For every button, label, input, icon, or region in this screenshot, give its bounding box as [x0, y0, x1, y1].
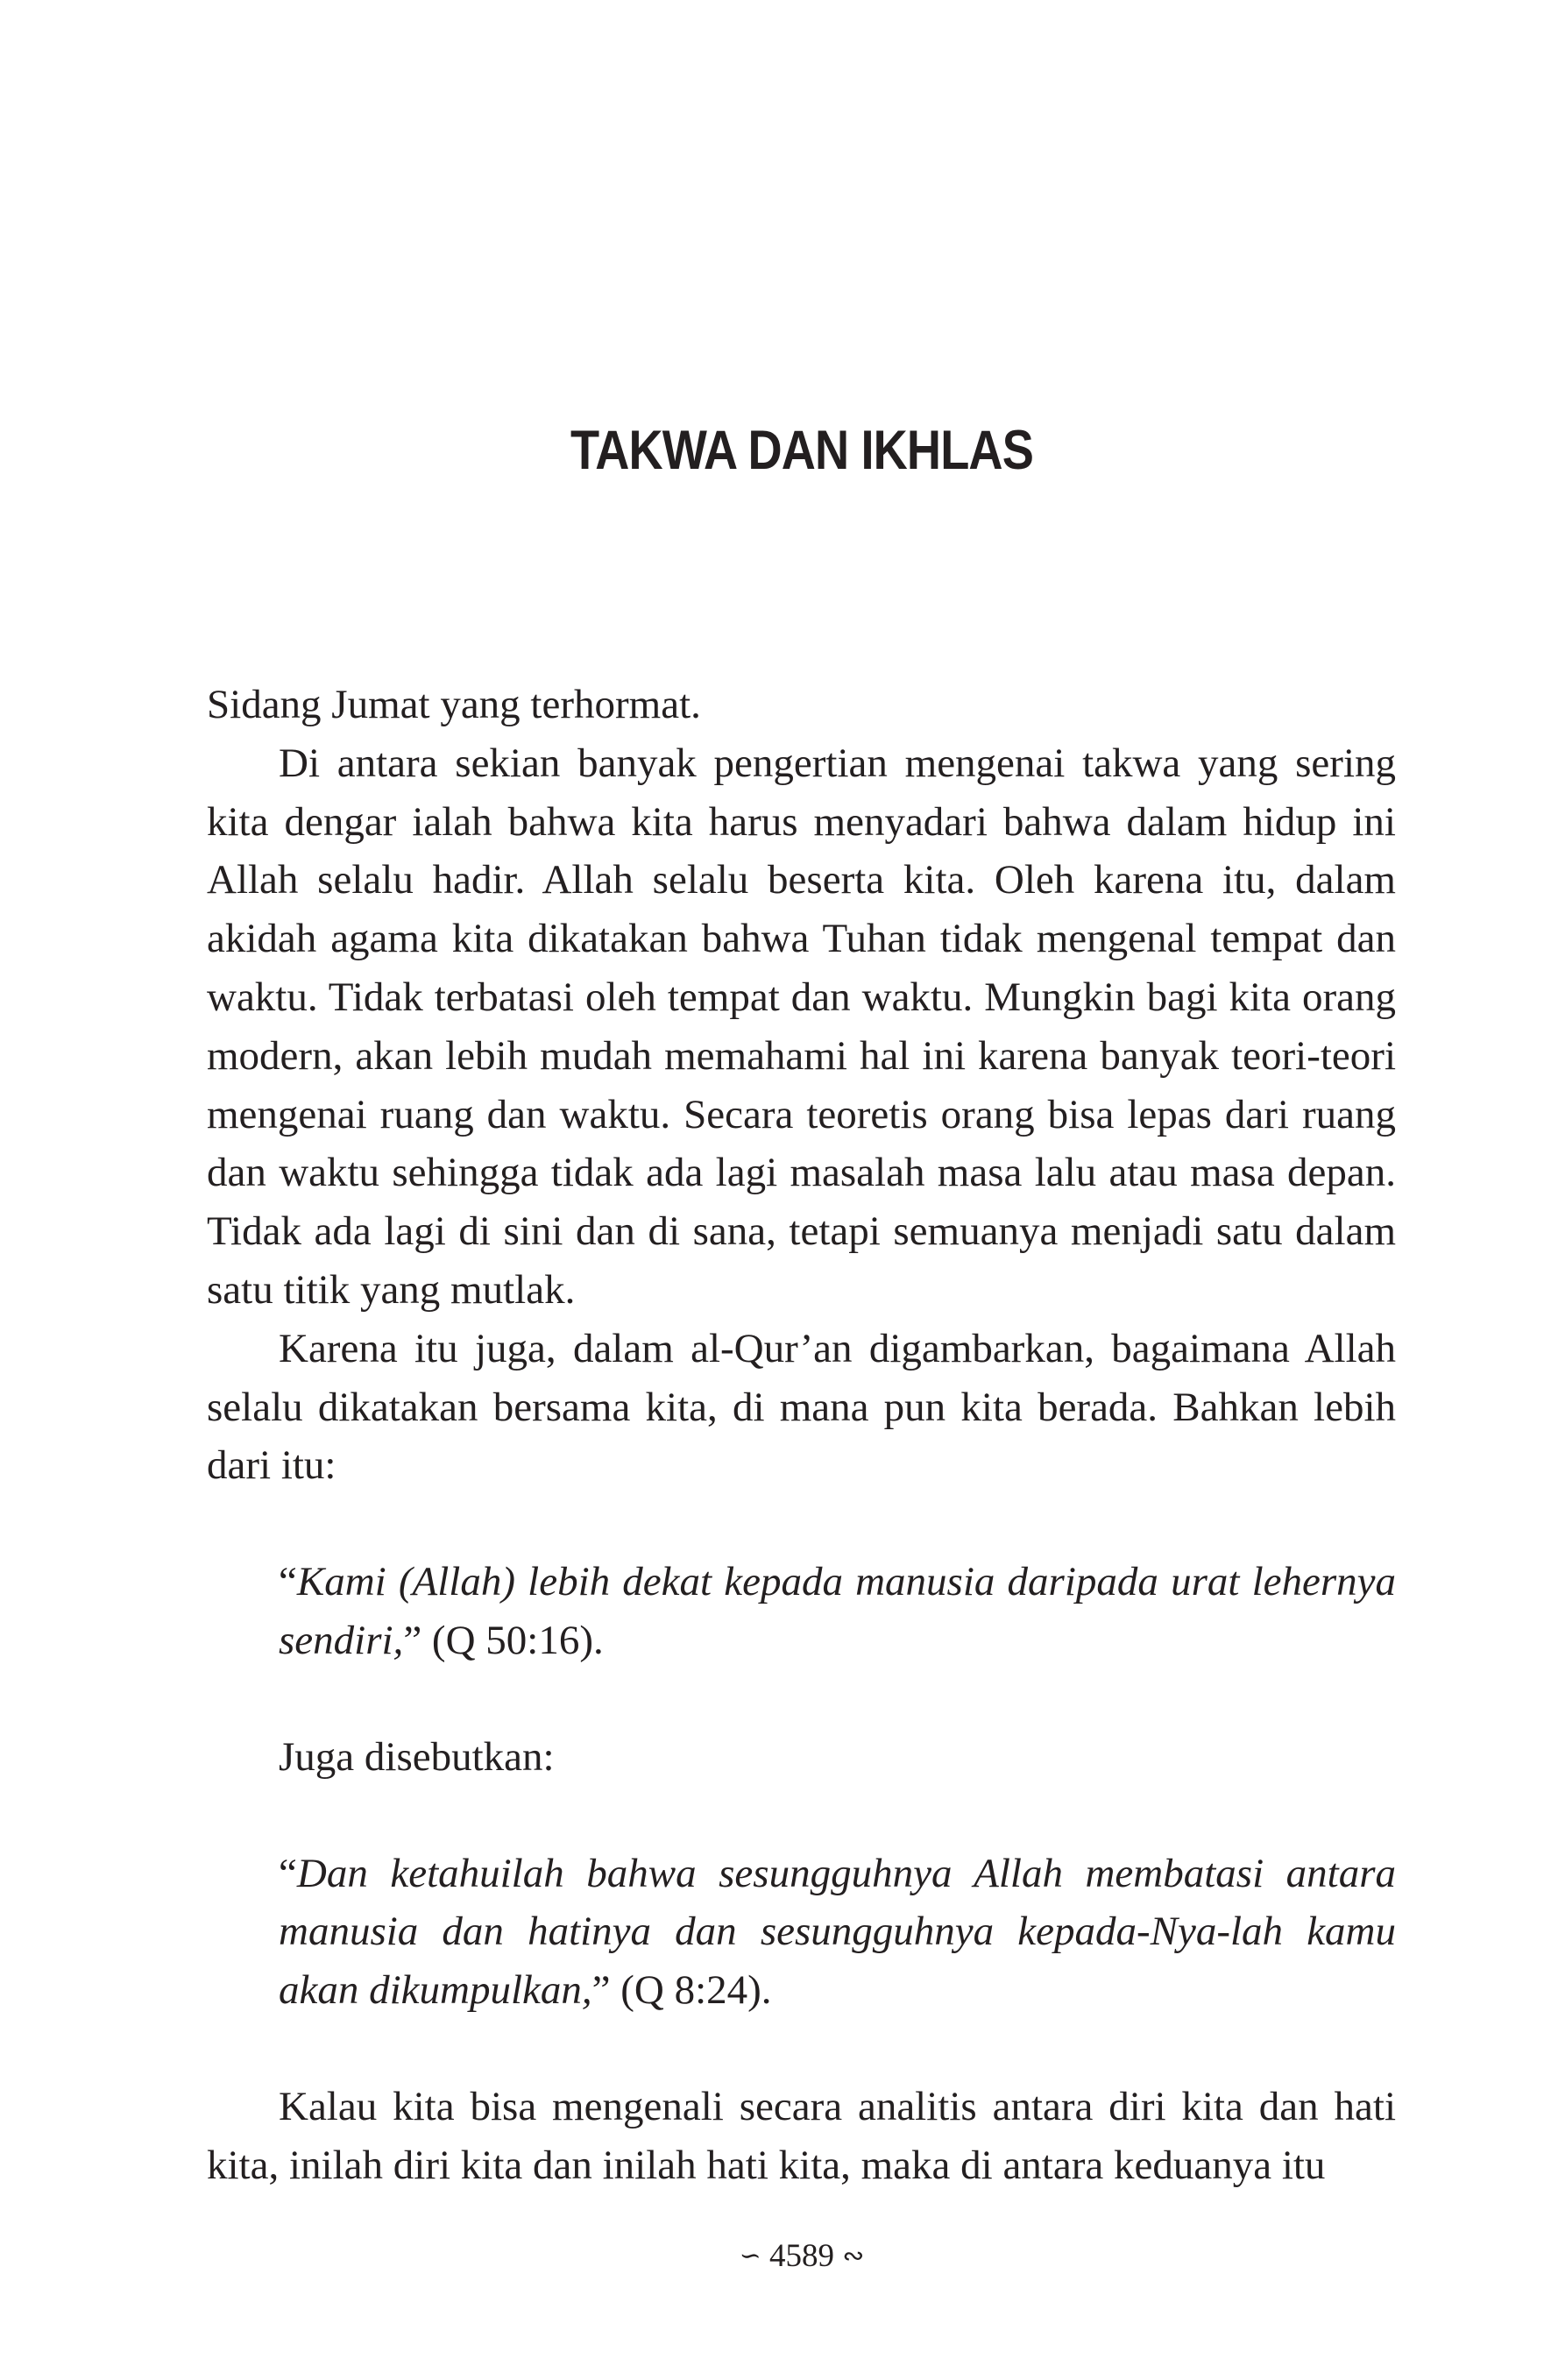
quote-citation: ” (Q 50:16). [403, 1617, 604, 1663]
page-number: 4589 [769, 2238, 834, 2274]
quote-citation: ” (Q 8:24). [591, 1967, 772, 2014]
quote-open-mark: “ [279, 1559, 297, 1605]
paragraph-greeting: Sidang Jumat yang terhormat. [207, 682, 701, 727]
spacer [207, 1495, 1396, 1553]
quote-italic-text: Kami (Allah) lebih dekat kepada manusia daripada urat lehernya sendiri, [279, 1559, 1396, 1663]
body-text [207, 676, 1396, 2195]
quote-q8-24 [207, 1845, 1396, 2020]
paragraph-juga: Juga disebutkan: [279, 1733, 555, 1780]
paragraph-analitis: Kalau kita bisa mengenali secara analitis antara diri kita dan hati kita, inilah diri kita dan inilah hati kita, maka di antara keduanya itu [207, 2083, 1396, 2188]
page-footer [0, 2237, 1551, 2275]
spacer [207, 2020, 1396, 2078]
ornament-right-icon: ∾ [842, 2242, 865, 2270]
quote-q50-16 [207, 1553, 1396, 1670]
spacer [207, 1787, 1396, 1845]
paragraph-quran: Karena itu juga, dalam al-Qur’an digambarkan, bagaimana Allah selalu dikatakan bersama kita, di mana pun kita berada. Bahkan lebih dari itu: [207, 1325, 1396, 1489]
chapter-title: TAKWA DAN IKHLAS [570, 420, 1033, 481]
quote-italic-text: Dan ketahuilah bahwa sesungguhnya Allah membatasi antara manusia dan hatinya dan sesungguhnya kepada-Nya-lah kamu akan dikumpulkan, [279, 1850, 1396, 2014]
quote-open-mark: “ [279, 1850, 297, 1896]
ornament-left-icon: ∽ [739, 2242, 761, 2270]
paragraph-takwa: Di antara sekian banyak pengertian mengenai takwa yang sering kita dengar ialah bahwa kita harus menyadari bahwa dalam hidup ini Allah selalu hadir. Allah selalu beserta kita. Oleh karena itu, dalam akidah agama kita dikatakan bahwa Tuhan tidak mengenal tempat dan waktu. Tidak terbatasi oleh tempat dan waktu. Mungkin bagi kita orang modern, akan lebih mudah memahami hal ini karena banyak teori-teori mengenai ruang dan waktu. Secara teoretis orang bisa lepas dari ruang dan waktu sehingga tidak ada lagi masalah masa lalu atau masa depan. Tidak ada lagi di sini dan di sana, tetapi semuanya menjadi satu dalam satu titik yang mutlak. [207, 740, 1396, 1313]
spacer [207, 1670, 1396, 1728]
